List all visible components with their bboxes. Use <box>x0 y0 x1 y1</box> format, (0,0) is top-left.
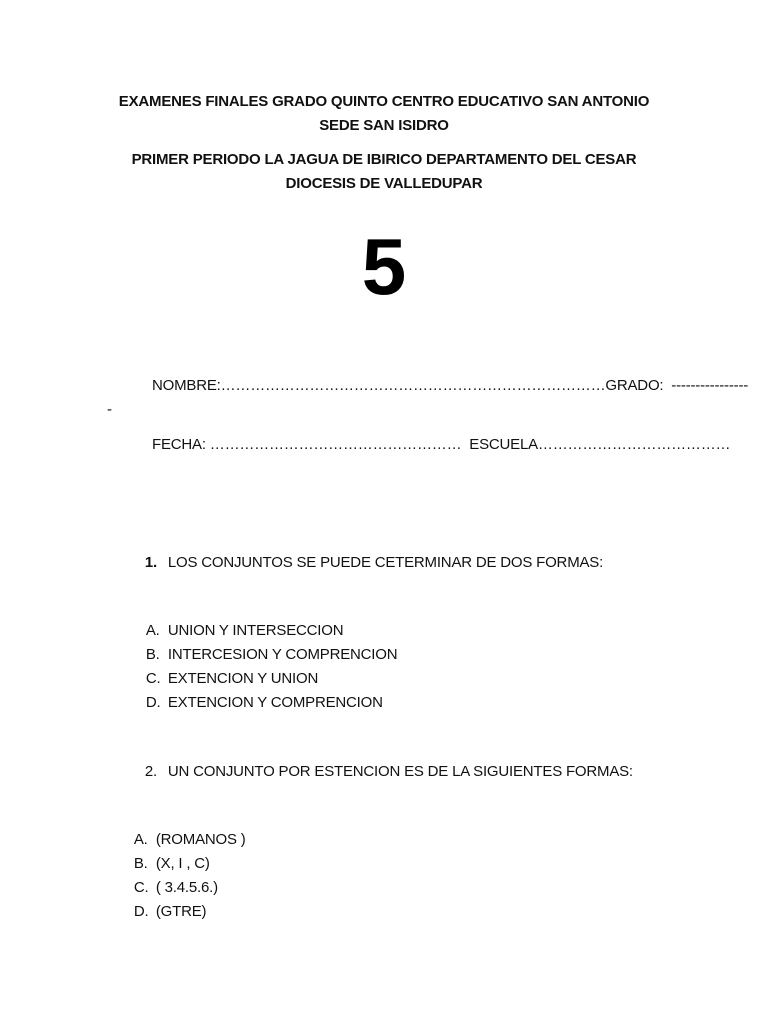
question-number: 1. <box>144 554 157 571</box>
question-text: LOS CONJUNTOS SE PUEDE CETERMINAR DE DOS FORMAS: <box>167 554 604 571</box>
option-text: EXTENCION Y COMPRENCION <box>167 694 383 711</box>
option-2d <box>118 886 206 937</box>
nombre-grado-field-wrap: - <box>107 401 112 418</box>
option-letter: B. <box>145 646 160 663</box>
question-text: UN CONJUNTO POR ESTENCION ES DE LA SIGUIENTES FORMAS: <box>167 763 633 780</box>
option-letter: A. <box>145 622 160 639</box>
header-line-period: PRIMER PERIODO LA JAGUA DE IBIRICO DEPARTAMENTO DEL CESAR <box>131 151 637 168</box>
nombre-grado-field: NOMBRE:……………………………………………………………………GRADO: ---------------- <box>152 377 749 394</box>
question-2 <box>129 746 633 797</box>
question-number: 2. <box>144 763 157 780</box>
grade-number: 5 <box>361 222 407 311</box>
option-1d <box>130 677 383 728</box>
option-text: UNION Y INTERSECCION <box>167 622 344 639</box>
option-text: INTERCESION Y COMPRENCION <box>167 646 398 663</box>
option-text: (ROMANOS ) <box>155 831 246 848</box>
header-line-sede: SEDE SAN ISIDRO <box>319 117 449 134</box>
option-letter: B. <box>133 855 148 872</box>
option-text: ( 3.4.5.6.) <box>155 879 218 896</box>
fecha-escuela-field: FECHA: …………………………………………… ESCUELA………………………………… <box>152 436 731 453</box>
option-text: (X, I , C) <box>155 855 210 872</box>
option-letter: A. <box>133 831 148 848</box>
option-text: (GTRE) <box>155 903 207 920</box>
option-letter: C. <box>133 879 149 896</box>
option-letter: D. <box>133 903 149 920</box>
question-1 <box>129 537 603 588</box>
header-line-diocese: DIOCESIS DE VALLEDUPAR <box>285 175 483 192</box>
option-text: EXTENCION Y UNION <box>167 670 319 687</box>
option-letter: C. <box>145 670 161 687</box>
header-line-school: EXAMENES FINALES GRADO QUINTO CENTRO EDUCATIVO SAN ANTONIO <box>118 93 650 110</box>
option-letter: D. <box>145 694 161 711</box>
